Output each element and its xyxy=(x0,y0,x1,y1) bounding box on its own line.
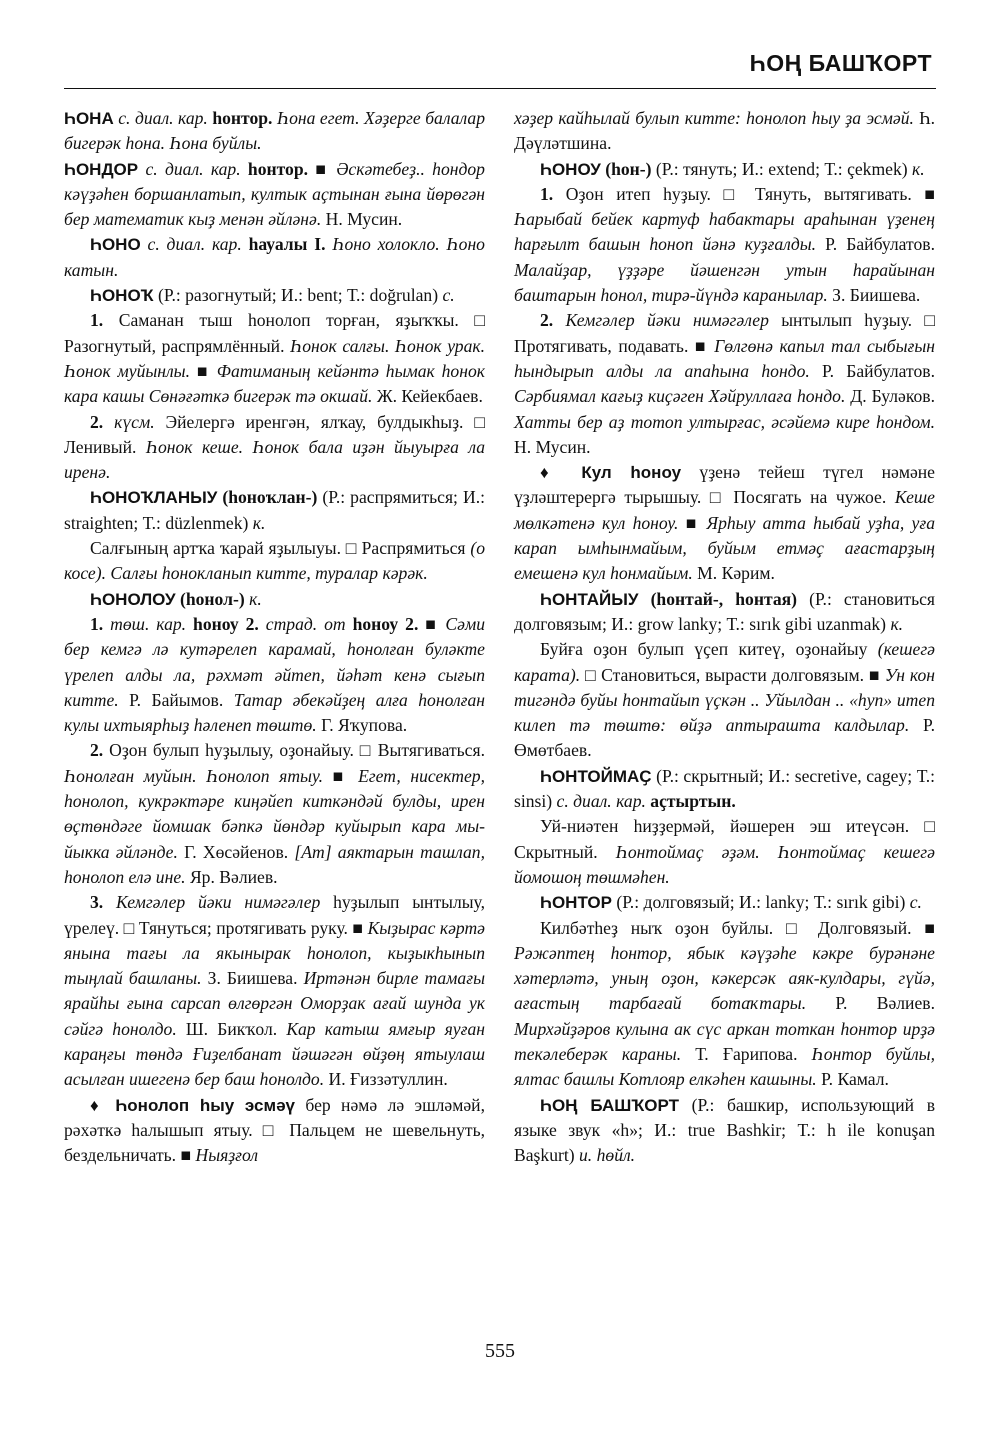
text-run: Р. Вәлиев. xyxy=(806,993,935,1014)
bold-text: һонтор. xyxy=(212,108,273,128)
italic-text: Ныяҙғол xyxy=(195,1145,259,1166)
headword: ҺОНОУ xyxy=(540,159,601,179)
dictionary-paragraph xyxy=(64,738,485,890)
dictionary-paragraph xyxy=(514,637,935,763)
italic-text: Һонок кеше. Һонок бала иҙән йыуырға ла иренә. xyxy=(64,436,486,483)
italic-text: Фатиманың кейәнтә һымак һонок кара кашы Сөнәғәткә бигерәк тә окшай. xyxy=(64,360,485,407)
dictionary-paragraph xyxy=(64,536,485,587)
text-run: (Р.: башкир, использующий в языке звук «h»; И.: true Bashkir; Т.: h ile konuşan Başkurt) xyxy=(514,1094,935,1166)
dictionary-paragraph xyxy=(64,1093,485,1169)
italic-text: Ун кон тигәндә буйы һонтайып үҫкән .. Уйылдан .. «һуп» итеп килеп тә төштө: өйҙә аптырашта калдылар. xyxy=(514,664,935,736)
text-run xyxy=(241,159,248,179)
text-run: (Р.: разогнутый; И.: bent; Т.: doğrulan) xyxy=(153,285,443,306)
text-run: З. Биишева. xyxy=(827,285,921,306)
text-run: Н. Мусин. xyxy=(321,209,403,230)
bold-text: (һонол-) xyxy=(179,588,245,609)
dictionary-paragraph xyxy=(514,106,935,157)
text-run xyxy=(103,412,114,432)
italic-text: Малайҙар, үҙҙәре йәшенгән утын һарайынан баштарын һонол, тирә-йүндә каранылар. xyxy=(514,259,935,306)
text-run: үҙенә тейеш түгел нәмәне үҙләштерергә тырышыу. □ Посягать на чужое. xyxy=(514,462,935,508)
headword: ҺОНОҠЛАНЫУ xyxy=(90,488,218,508)
bold-text: (һонтай-, һонтая) xyxy=(650,588,798,609)
italic-text: Кыҙырас кәртә янына тағы ла якынырак һонолоп, кыҙыкһынып тыңлай башланы. xyxy=(64,917,485,989)
italic-text: Кар катыш ямғыр яуған караңғы төндә Ғиҙелбанат йәшәгән өйҙөң ятыулаш асылған ишегенә бер баш һонолдо. xyxy=(64,1018,485,1090)
text-run: Оҙон булып һуҙылыу, оҙонайыу. □ Вытягиваться. xyxy=(103,740,485,761)
headword: ҺОНТАЙЫУ xyxy=(540,589,639,609)
headword: ҺОҢ БАШҠОРТ xyxy=(540,1095,680,1115)
text-run: □ Становиться, вырасти долговязым. ■ xyxy=(580,664,885,685)
text-run: Саманан тыш һонолоп торған, яҙыҡҡы. □ Разогнутый, распрямлённый. xyxy=(64,310,485,356)
headword: ҺОНОҠ xyxy=(90,286,154,306)
italic-text: Кеше мөлкәтенә кул һоноу. xyxy=(514,487,935,533)
text-run xyxy=(259,614,266,634)
italic-text: Сәми бер кемгә лә кутәрелеп карамай, һонолған буләкте үрелеп алды ла, рәхмәт әйтеп, йәһәт кенә сығып китте. xyxy=(64,613,485,710)
dictionary-paragraph xyxy=(64,283,485,308)
text-run: М. Кәрим. xyxy=(692,563,775,584)
dictionary-paragraph xyxy=(514,916,935,1093)
text-run: ■ xyxy=(190,360,217,381)
bold-text: һоноу 2. xyxy=(193,613,259,634)
text-run: ■ xyxy=(323,765,359,786)
italic-text: Һонок салғы. Һонок урак. Һонок муйынлы. xyxy=(64,335,485,381)
dictionary-paragraph xyxy=(64,890,485,1092)
italic-text: Һона егет. Хәҙерге балалар бигерәк һона. Һона буйлы. xyxy=(64,108,486,154)
italic-text: Егет, нисектер, һонолоп, кукрәктәре киңәйеп киткәндәй булды, ирен өҫтөндәге йомшак бәпкә йөндәр куйырып кара мыйыкка әйләнде. xyxy=(64,765,485,862)
text-run: бер нәмә лә эшләмәй, рәхәткә һалышып ятыу. □ Пальцем не шевельнуть, бездельничать. ■ xyxy=(64,1094,485,1166)
text-run: Яр. Вәлиев. xyxy=(185,866,278,887)
text-run: Оҙон итеп һуҙыу. □ Тянуть, вытягивать. ■ xyxy=(553,183,935,204)
bold-text: 1. xyxy=(90,310,104,331)
bold-text: һонтор. xyxy=(247,158,309,179)
headword: ҺОНТОЙМАҪ xyxy=(540,766,652,786)
italic-text: к. xyxy=(890,613,904,634)
text-run: Килбәтһеҙ ныҡ оҙон буйлы. □ Долговязый. ■ xyxy=(540,917,935,938)
italic-text: с. xyxy=(442,285,455,306)
running-head: ҺОҢ БАШҠОРТ xyxy=(749,50,932,76)
italic-text: төш. кар. xyxy=(110,613,187,634)
text-run: З. Биишева. xyxy=(201,968,304,989)
italic-text: Гөлгөнә капыл тал сыбығын һындырып алды ла апаһына һондо. xyxy=(514,335,935,381)
text-run: һуҙылып ынтылыу, үрелеү. □ Тянуться; протягивать руку. ■ xyxy=(64,892,485,938)
text-run: (Р.: тянуть; И.: extend; Т.: çekmek) xyxy=(651,158,913,179)
italic-text: (кешегә карата). xyxy=(514,639,935,685)
text-run: Т. Ғарипова. xyxy=(681,1043,812,1064)
right-column xyxy=(514,106,935,1168)
text-run: (Р.: долговязый; И.: lanky; Т.: sırık gibi) xyxy=(611,892,910,913)
dictionary-paragraph xyxy=(64,308,485,409)
italic-text: с. диал. кар. xyxy=(556,791,646,812)
text-run xyxy=(346,614,353,634)
bold-text: 2. xyxy=(90,740,104,761)
italic-text: Татар әбекәйҙең алға һонолған кулы ихтыярһыҙ һәленеп төштө. xyxy=(64,689,486,736)
text-run: Салғының артҡа ҡарай яҙылыуы. □ Распрямиться xyxy=(90,538,471,559)
dictionary-paragraph xyxy=(514,157,935,182)
bold-text: һоноу 2. xyxy=(352,613,419,634)
dictionary-paragraph xyxy=(64,587,485,612)
text-run xyxy=(141,234,148,254)
text-run: ■ xyxy=(418,613,446,634)
dictionary-paragraph xyxy=(514,182,935,308)
italic-text: Ярһыу атта һыбай уҙһа, уға карап ымһынмайым, буйым етмәҫ ағастарҙың емешенә кул һонмайым. xyxy=(514,512,936,584)
italic-text: к. xyxy=(912,158,925,179)
italic-text: Сәрбиямал кағыҙ киҫәген Хәйруллаға һондо. xyxy=(514,386,846,407)
dictionary-paragraph xyxy=(514,814,935,890)
text-run: Ж. Кейекбаев. xyxy=(372,386,483,407)
dictionary-paragraph xyxy=(64,410,485,486)
bold-text: 3. xyxy=(90,892,104,913)
italic-text: Кемгәлер йәки нимәгәлер xyxy=(565,310,769,331)
text-run: Н. Мусин. xyxy=(514,436,591,457)
idiom-headword: ♦ Кул һоноу xyxy=(540,463,682,483)
bold-text: аҫтыртын. xyxy=(650,791,736,812)
dictionary-paragraph xyxy=(64,106,485,157)
dictionary-paragraph xyxy=(514,587,935,638)
headword: ҺОНО xyxy=(90,235,141,255)
italic-text: хәҙер кайһылай булып китте: һонолоп һыу ҙа эсмәй. xyxy=(514,108,914,128)
text-run: Р. Байбулатов. xyxy=(816,234,935,255)
text-run: Г. Яҡупова. xyxy=(316,715,408,736)
italic-text: и. һөйл. xyxy=(579,1145,636,1166)
text-run: Ш. Бикҡол. xyxy=(176,1018,287,1039)
text-run: Д. Буләков. xyxy=(845,386,935,407)
dictionary-paragraph xyxy=(514,890,935,915)
bold-text: 2. xyxy=(540,310,554,331)
text-run: Г. Хөсәйенов. xyxy=(177,841,295,862)
text-run xyxy=(186,614,193,634)
text-run: (Р.: становиться долговязым; И.: grow lanky; Т.: sırık gibi uzanmak) xyxy=(514,588,935,634)
text-run: Уй-ниәтен һиҙҙермәй, йәшерен эш итеүсән. □ Скрытный. xyxy=(514,816,935,862)
italic-text: с. диал. кар. xyxy=(145,158,241,179)
text-run xyxy=(103,892,116,912)
text-run xyxy=(242,234,249,254)
dictionary-paragraph xyxy=(64,232,485,283)
bold-text: 1. xyxy=(90,613,104,634)
bold-text: 2. xyxy=(90,411,104,432)
dictionary-paragraph xyxy=(514,460,935,586)
text-run: Р. Өмөтбаев. xyxy=(514,715,935,761)
text-run: ■ xyxy=(678,512,707,533)
headword: ҺОНТОР xyxy=(540,893,612,913)
italic-text: Һарыбай бейек картуф һабактары араһынан үҙенең һарғылт башын һоноп йәнә куҙғалды. xyxy=(514,209,935,255)
italic-text: с. xyxy=(909,892,922,913)
dictionary-paragraph xyxy=(64,157,485,233)
italic-text: Салғы һонокланып китте, туралар кәрәк. xyxy=(110,563,428,584)
text-run xyxy=(638,589,650,609)
header-rule xyxy=(64,88,936,89)
headword: ҺОНДОР xyxy=(64,159,139,179)
text-run: (Р.: скрытный; И.: secretive, cagey; Т.: sinsi) xyxy=(514,765,935,812)
dictionary-paragraph xyxy=(514,764,935,815)
italic-text: Иртәнән бирле тамағы ярайһы ғына сарсап өлгөргән Оморҙак ағай шунда ук сәйгә һонолдо. xyxy=(64,968,485,1039)
bold-text: (һоноҡлан-) xyxy=(222,487,318,508)
text-run: Р. Байымов. xyxy=(118,689,234,710)
idiom-headword: ♦ Һонолоп һыу эсмәү xyxy=(90,1095,295,1115)
text-run: Буйға оҙон булып үҫеп китеү, оҙонайыу xyxy=(540,639,878,660)
page-number: 555 xyxy=(485,1340,515,1362)
italic-text: страд. от xyxy=(265,613,346,634)
italic-text: с. диал. кар. xyxy=(147,234,242,255)
dictionary-paragraph xyxy=(64,485,485,536)
italic-text: Һонтоймаҫ әҙәм. Һонтоймаҫ кешегә йомошоң төшмәһен. xyxy=(514,841,935,887)
text-run: ■ xyxy=(308,158,337,179)
bold-text: 1. xyxy=(540,183,554,204)
text-run: (Р.: распрямиться; И.: straighten; Т.: düzlenmek) xyxy=(64,487,485,533)
italic-text: к. xyxy=(252,512,266,533)
text-run: Р. Камал. xyxy=(816,1069,889,1090)
italic-text: с. диал. кар. xyxy=(118,108,208,128)
italic-text: (о косе). xyxy=(64,538,485,584)
italic-text: к. xyxy=(249,588,262,609)
text-run xyxy=(553,310,565,330)
text-run: Эйелергә иренгән, ялҡау, булдыкһыҙ. □ Ленивый. xyxy=(64,411,485,457)
italic-text: Мирхәйҙәров кулына ак сүс аркан тоткан һонтор ирҙә текәлеберәк караны. xyxy=(514,1018,935,1064)
italic-text: Рәжәптең һонтор, ябык кәүҙәһе кәкре бурәнәне хәтерләтә, уның оҙон, кәкерсәк аяк-кулдары, гүйә, ағастың тарбағай ботаҡтары. xyxy=(514,942,935,1014)
italic-text: Хатты бер аҙ тотоп ултырғас, әсәйемә кире һондом. xyxy=(514,411,935,432)
italic-text: [Ат] аяктарын ташлап, һонолоп елә ине. xyxy=(64,841,485,887)
bold-text: (һон-) xyxy=(605,158,652,179)
dictionary-paragraph xyxy=(514,308,935,460)
italic-text: Һонтор буйлы, ялтас башлы Котлояр елкәһен кашыны. xyxy=(514,1043,935,1090)
italic-text: Һоно холокло. Һоно катын. xyxy=(64,234,485,280)
italic-text: Әскәтебеҙ.. һондор кәүҙәһен боршанлатып, култык аҫтынан ғына йөрөгән бер математик кыҙ менән әйләнә. xyxy=(64,158,485,230)
left-column xyxy=(64,106,485,1168)
headword: ҺОНОЛОУ xyxy=(90,589,176,609)
dictionary-paragraph xyxy=(514,1093,935,1169)
italic-text: Һонолған муйын. Һонолоп ятыу. xyxy=(64,765,324,786)
bold-text: һауалы I. xyxy=(248,234,326,255)
text-run: Һ. Дәүләтшина. xyxy=(514,108,935,154)
text-run: Р. Байбулатов. xyxy=(809,360,935,381)
headword: ҺОНА xyxy=(64,109,114,128)
text-run: И. Ғиззәтуллин. xyxy=(324,1069,448,1090)
dictionary-paragraph xyxy=(64,612,485,738)
italic-text: күсм. xyxy=(114,411,155,432)
text-run: ынтылып һуҙыу. □ Протягивать, подавать. ■ xyxy=(514,310,935,356)
italic-text: Кемгәлер йәки нимәгәлер xyxy=(115,892,321,913)
